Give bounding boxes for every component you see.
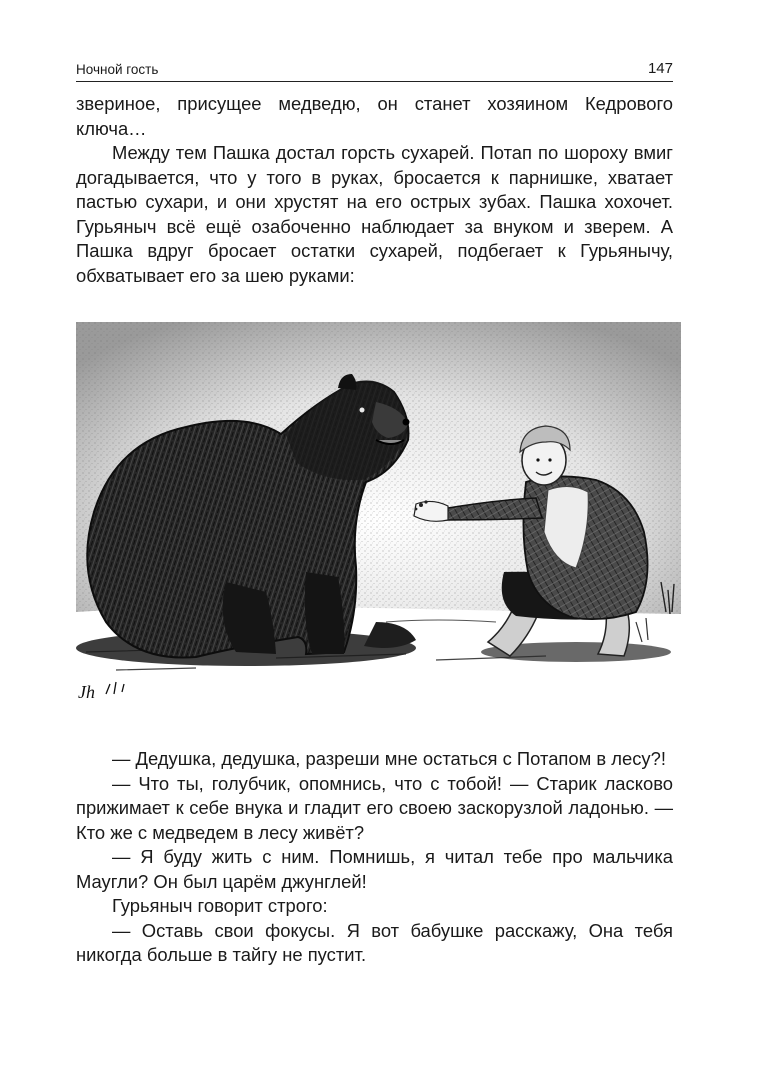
illustration-signature: Jh — [78, 682, 95, 702]
running-title: Ночной гость — [76, 62, 159, 77]
paragraph: — Оставь свои фокусы. Я вот бабушке расскажу, Она тебя никогда больше в тайгу не пустит. — [76, 919, 673, 965]
paragraph: — Что ты, голубчик, опомнись, что с тобой! — Старик ласково прижимает к себе внука и гладит его своею заскорузлой ладонью. — Кто же с медведем в лесу живёт? — [76, 772, 673, 843]
paragraph: Гурьяныч говорит строго: — [112, 895, 328, 916]
page-number: 147 — [647, 60, 673, 77]
text-block-top — [76, 92, 673, 288]
paragraph: — Дедушка, дедушка, разреши мне остаться с Потапом в лесу?! — [112, 748, 666, 769]
paragraph: Между тем Пашка достал горсть сухарей. Потап по шороху вмиг догадывается, что у того в руках, бросается к парнишке, хватает пастью сухари, и они хрустят на его острых зубах. Пашка хохочет. Гурьяныч всё ещё озабоченно наблюдает за внуком и зверем. А Пашка вдруг бросает остатки сухарей, подбегает к Гурьянычу, обхватывает его за шею руками: — [76, 142, 673, 286]
paragraph: звериное, присущее медведю, он станет хозяином Кедрового ключа… — [76, 93, 673, 139]
paragraph: — Я буду жить с ним. Помнишь, я читал тебе про мальчика Маугли? Он был царём джунглей! — [76, 846, 673, 892]
text-block-bottom — [76, 747, 673, 968]
header-rule — [76, 81, 673, 82]
bear-and-boy-illustration — [76, 322, 681, 712]
running-head — [76, 60, 673, 82]
